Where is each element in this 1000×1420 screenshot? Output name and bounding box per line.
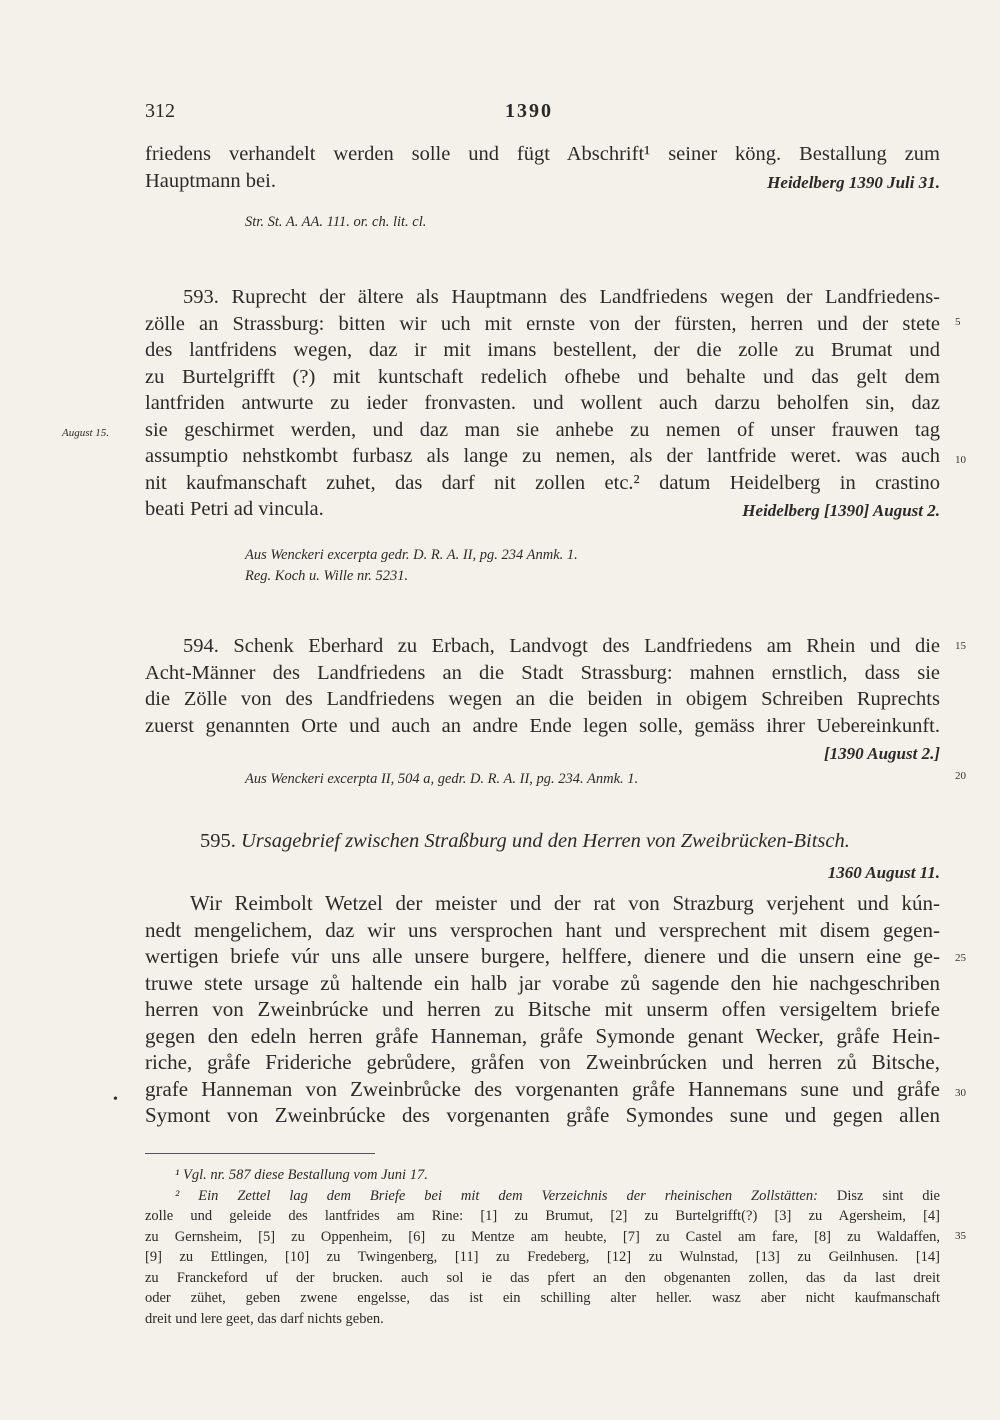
entry-593 — [145, 284, 940, 523]
entry-number: 593. — [183, 286, 219, 308]
line-number: 10 — [955, 454, 966, 466]
footnote-text: ¹ Vgl. nr. 587 diese Bestallung vom Juni 17. — [175, 1167, 428, 1183]
text-line: nedt mengelichem, daz wir uns versprochen hant und versprechent mit disem gegen- — [145, 917, 940, 942]
footnote-1 — [145, 1165, 940, 1186]
line-number: 20 — [955, 770, 966, 782]
page-header — [145, 100, 940, 130]
margin-mark: • — [113, 1092, 118, 1107]
margin-date: August 15. — [62, 427, 110, 439]
entry-594 — [145, 633, 940, 766]
text-line: truwe stete ursage zů haltende ein halb jar vorabe zů sagende den hie nachgeschriben — [145, 970, 940, 995]
text-line: wertigen briefe vúr uns alle unsere burgere, helffere, dienere und die unsern eine ge- — [145, 944, 940, 968]
text-line-content: Schenk Eberhard zu Erbach, Landvogt des Landfriedens am Rhein und die — [233, 635, 940, 657]
source-note: Str. St. A. AA. 111. or. ch. lit. cl. — [245, 214, 427, 230]
text-line-content: Hauptmann bei. — [145, 169, 276, 192]
dateline: Heidelberg 1390 Juli 31. — [767, 172, 940, 192]
entry-595-heading — [200, 830, 850, 853]
text-line: zu Burtelgrifft (?) mit kuntschaft redelich ofhebe und behalte und das gelt dem — [145, 365, 940, 388]
source-note — [245, 545, 578, 587]
source-line: Reg. Koch u. Wille nr. 5231. — [245, 568, 409, 584]
footnote-line: dreit und lere geet, das darf nichts geben. — [145, 1310, 384, 1327]
source-note: Aus Wenckeri excerpta II, 504 a, gedr. D. R. A. II, pg. 234. Anmk. 1. — [245, 771, 639, 787]
text-line: grafe Hanneman von Zweinbrůcke des vorgenanten gråfe Hannemans sune und gråfe — [145, 1076, 940, 1101]
source-line: Aus Wenckeri excerpta gedr. D. R. A. II, pg. 234 Anmk. 1. — [245, 547, 578, 563]
text-line: Symont von Zweinbrúcke des vorgenanten gråfe Symondes sune und gegen allen — [145, 1103, 940, 1127]
footnote-lead: ² Ein Zettel lag dem Briefe bei mit dem Verzeichnis der rheinischen Zollstätten: — [175, 1187, 818, 1204]
entry-595-body — [145, 890, 940, 1129]
dateline: [1390 August 2.] — [823, 744, 940, 763]
running-year: 1390 — [505, 100, 553, 122]
text-line — [145, 858, 940, 885]
text-line: Wir Reimbolt Wetzel der meister und der rat von Strazburg verjehent und kún- — [190, 891, 940, 915]
footnote-line: [9] zu Ettlingen, [10] zu Twingenberg, [11] zu Fredeberg, [12] zu Wulnstad, [13] zu Geilnhusen. [14] — [145, 1249, 940, 1265]
text-line: lantfriden antwurte zu ieder fronvasten. und wollent auch darzu beholfen sin, daz — [145, 392, 940, 414]
line-number: 15 — [955, 640, 966, 652]
text-line: zuerst genannten Orte und auch an andre Ende legen solle, gemäss ihrer Uebereinkunft. — [145, 714, 940, 737]
text-line: riche, gråfe Frideriche gebrůdere, gråfen von Zweinbrúcken und herren zů Bitsche, — [145, 1050, 940, 1074]
footnote-text: Disz sint die — [836, 1187, 940, 1204]
entry-595-dateline-row — [145, 858, 940, 885]
entry-title: Ursagebrief zwischen Straßburg und den Herren von Zweibrücken-Bitsch. — [241, 830, 850, 852]
page-number: 312 — [145, 100, 175, 122]
text-line: sie geschirmet werden, und daz man sie anhebe zu nemen of unser frauwen tag — [145, 418, 940, 441]
text-line-content: Ruprecht der ältere als Hauptmann des Landfriedens wegen der Landfriedens- — [231, 286, 940, 308]
footnote-line: oder zühet, geben zwene engelsse, das ist ein schilling alter heller. wasz aber nicht kaufmanschaft — [145, 1290, 940, 1306]
line-number: 25 — [955, 952, 966, 964]
line-number: 35 — [955, 1230, 966, 1242]
line-number: 5 — [955, 316, 961, 328]
footnote-line: zolle und geleide des lantfrides am Rine: [1] zu Brumut, [2] zu Burtelgrifft(?) [3] zu Agersheim, [4] — [145, 1208, 940, 1224]
text-line-content: beati Petri ad vincula. — [145, 498, 324, 520]
text-line: friedens verhandelt werden solle und fügt Abschrift¹ seiner köng. Bestallung zum — [145, 143, 940, 165]
text-line: die Zölle von des Landfriedens wegen an die beiden in obigem Schreiben Ruprechts — [145, 688, 940, 710]
text-line: herren von Zweinbrúcke und herren zu Bitsche mit unserm offen versigeltem briefe — [145, 997, 940, 1021]
text-line — [145, 496, 940, 523]
entry-592-tail — [145, 141, 940, 194]
text-line: assumptio nehstkombt furbasz als lange zu nemen, als der lantfride weret. was auch — [145, 445, 940, 467]
dateline: 1360 August 11. — [827, 863, 940, 882]
text-line: des lantfridens wegen, daz ir mit imans bestellent, der die zolle zu Brumat und — [145, 339, 940, 361]
entry-number: 594. — [183, 635, 219, 657]
text-line: Acht-Männer des Landfriedens an die Stadt Strassburg: mahnen ernstlich, dass sie — [145, 661, 940, 684]
footnotes — [145, 1165, 940, 1329]
entry-number: 595. — [200, 830, 236, 852]
text-line: gegen den edeln herren gråfe Hanneman, gråfe Symonde genant Wecker, gråfe Hein- — [145, 1023, 940, 1048]
dateline: Heidelberg [1390] August 2. — [742, 501, 940, 520]
text-line — [145, 168, 940, 195]
footnote-2 — [145, 1186, 940, 1207]
footnote-line: zu Gernsheim, [5] zu Oppenheim, [6] zu Mentze am heubte, [7] zu Castel am fare, [8] zu Waldaffen, — [145, 1228, 940, 1245]
text-line — [145, 739, 940, 766]
footnote-line: zu Franckeford uf der brucken. auch sol ie das pfert an den obgenanten zollen, das da last dreit — [145, 1269, 940, 1286]
text-line: zölle an Strassburg: bitten wir uch mit ernste von der fürsten, herren und der stete — [145, 312, 940, 335]
text-line: nit kaufmanschaft zuhet, das darf nit zollen etc.² datum Heidelberg in crastino — [145, 471, 940, 494]
line-number: 30 — [955, 1087, 966, 1099]
footnote-rule — [145, 1153, 375, 1154]
text-line — [145, 633, 940, 660]
text-line — [145, 284, 940, 311]
